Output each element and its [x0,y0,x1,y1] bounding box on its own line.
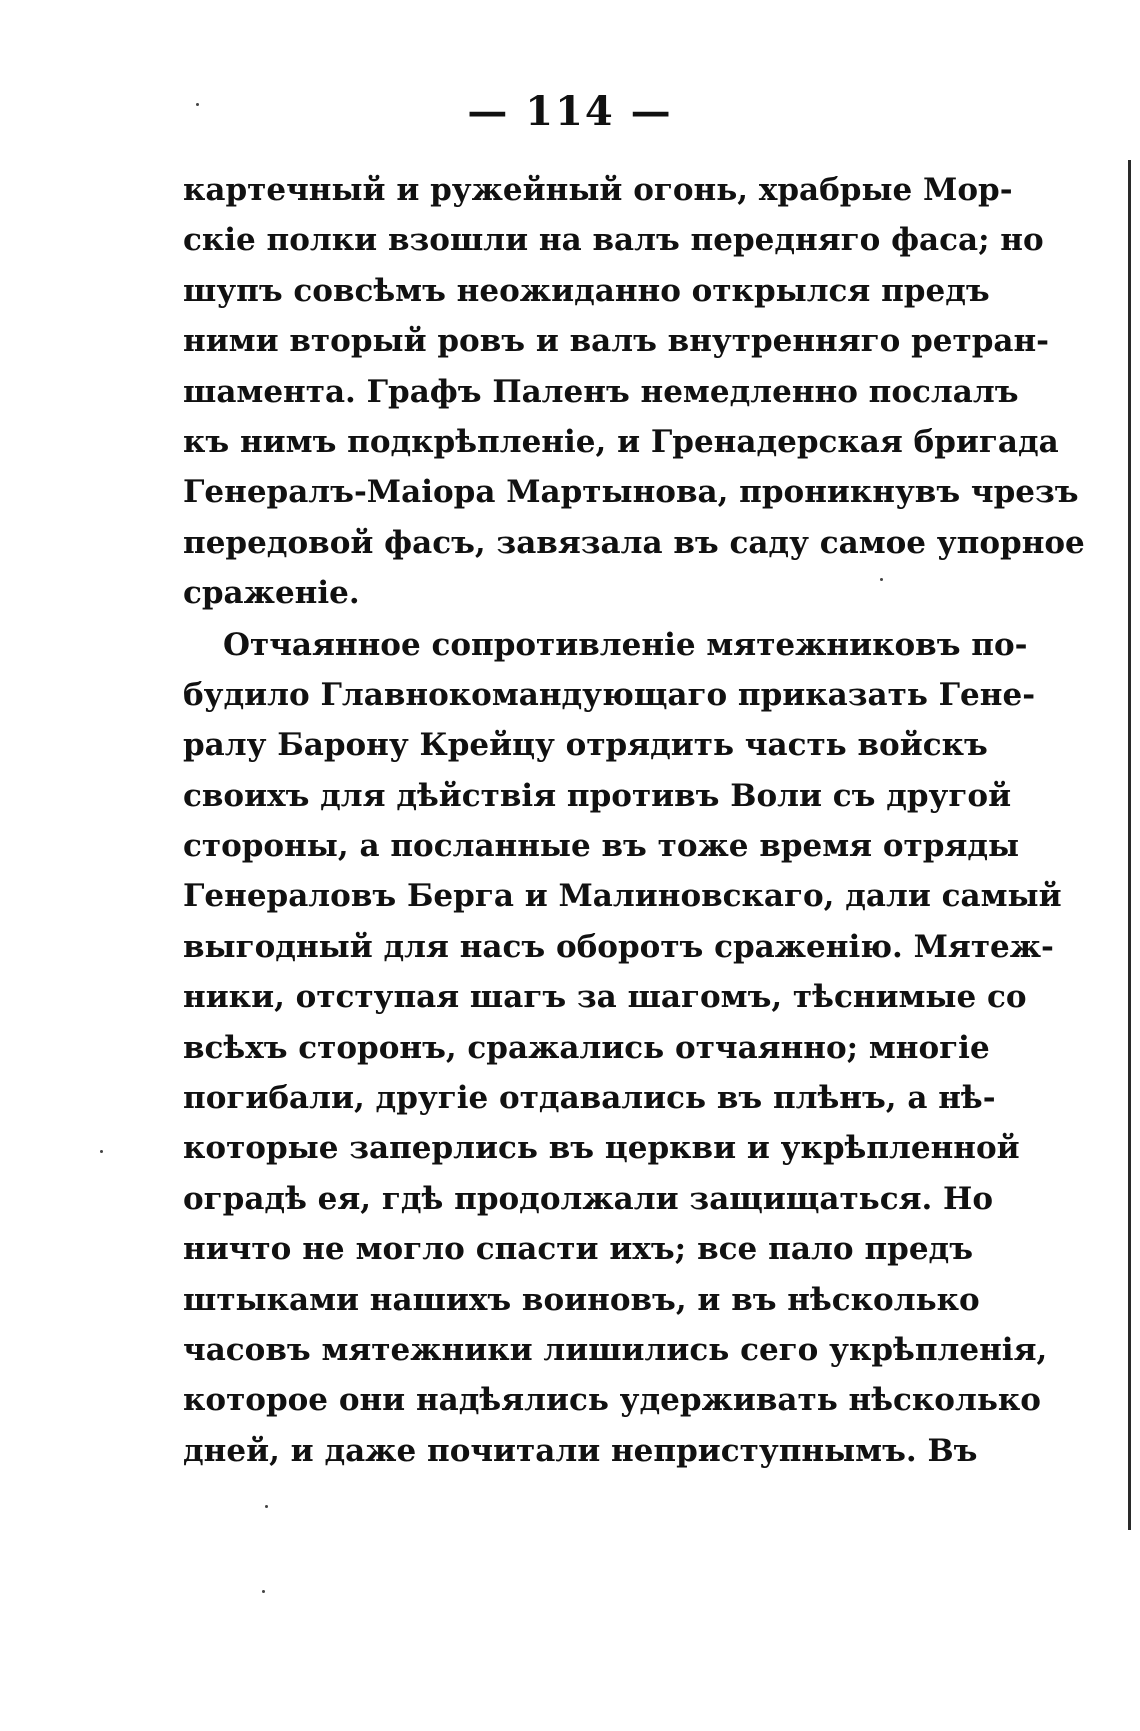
scan-speck [262,1590,265,1593]
text-line: штыками нашихъ воиновъ, и въ нѣсколько [183,1281,980,1318]
text-line: къ нимъ подкрѣпленіе, и Гренадерская бригада [183,423,1059,460]
text-line: часовъ мятежники лишились сего укрѣпленія, [183,1331,1048,1368]
text-line: всѣхъ сторонъ, сражались отчаянно; многіе [183,1029,990,1066]
text-line: погибали, другіе отдавались въ плѣнъ, а нѣ- [183,1080,996,1117]
text-line: выгодный для насъ оборотъ сраженію. Мятеж- [183,928,1054,965]
text-line: будило Главнокомандующаго приказать Гене- [183,676,1036,713]
scan-speck [100,1150,103,1153]
text-line: ники, отступая шагъ за шагомъ, тѣснимые со [183,979,1027,1016]
page-edge-shadow [1128,160,1131,1530]
text-line: сраженіе. [183,575,360,612]
text-line: Генералъ-Маіора Мартынова, проникнувъ чрезъ [183,474,1079,511]
text-line: скіе полки взошли на валъ передняго фаса; но [183,222,1044,259]
text-line: стороны, а посланные въ тоже время отряды [183,828,1020,865]
paragraph-1 [183,165,1085,619]
text-line: Отчаянное сопротивленіе мятежниковъ по- [223,626,1028,663]
text-line: оградѣ ея, гдѣ продолжали защищаться. Но [183,1180,994,1217]
text-line: которое они надѣялись удерживать нѣсколько [183,1382,1041,1419]
text-line: дней, и даже почитали неприступнымъ. Въ [183,1432,978,1469]
text-line: шупъ совсѣмъ неожиданно открылся предъ [183,272,990,309]
scan-speck [265,1505,268,1508]
scan-speck [880,578,883,581]
scan-speck [196,103,199,106]
page-number: — 114 — [467,88,673,135]
text-line: ралу Барону Крейцу отрядить часть войскъ [183,727,988,764]
text-line: ними вторый ровъ и валъ внутренняго ретран- [183,323,1050,360]
text-line: шамента. Графъ Паленъ немедленно послалъ [183,373,1019,410]
text-line: своихъ для дѣйствія противъ Воли съ другой [183,777,1012,814]
body-text [183,165,1085,1476]
text-line: которые заперлись въ церкви и укрѣпленной [183,1130,1020,1167]
paragraph-2 [183,620,1062,1477]
text-line: Генераловъ Берга и Малиновскаго, дали самый [183,878,1062,915]
text-line: картечный и ружейный огонь, храбрые Мор- [183,172,1013,208]
text-line: ничто не могло спасти ихъ; все пало предъ [183,1231,973,1268]
text-line: передовой фасъ, завязала въ саду самое упорное [183,524,1085,561]
